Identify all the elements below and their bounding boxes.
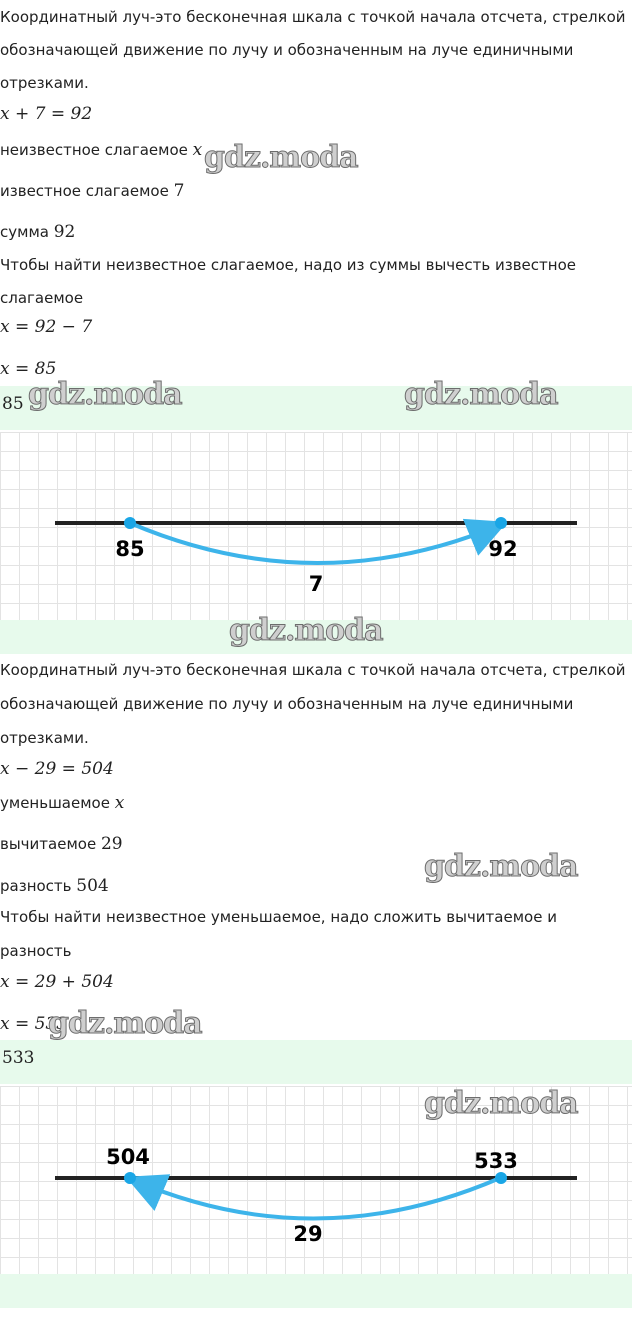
unknown-term-value: x — [192, 140, 203, 160]
point-right — [495, 517, 507, 529]
watermark-logo: gdz.moda — [404, 377, 558, 412]
watermark-logo: gdz.moda — [229, 613, 383, 648]
subtrahend-label: вычитаемое — [0, 835, 97, 853]
arc-label: 29 — [293, 1222, 323, 1246]
left-point-label: 85 — [115, 537, 145, 561]
known-term-line — [0, 181, 184, 201]
spacer-band — [0, 1274, 632, 1308]
unknown-term-line — [0, 140, 202, 160]
sum-value: 92 — [53, 222, 76, 242]
sum-label: сумма — [0, 223, 49, 241]
subtrahend-value: 29 — [100, 834, 123, 854]
unknown-term-label: неизвестное слагаемое — [0, 141, 188, 159]
rule-line: Чтобы найти неизвестное уменьшаемое, надо сложить вычитаемое и — [0, 908, 557, 926]
solution-step: x = 29 + 504 — [0, 972, 114, 992]
rule-line: разность — [0, 942, 72, 960]
difference-value: 504 — [76, 876, 109, 896]
minuend-value: x — [114, 793, 125, 813]
subtrahend-line — [0, 834, 123, 854]
rule-line: Чтобы найти неизвестное слагаемое, надо из суммы вычесть известное — [0, 256, 576, 274]
difference-line — [0, 876, 109, 896]
answer-value: 85 — [2, 394, 24, 414]
left-point-label: 504 — [106, 1145, 150, 1169]
number-line-figure — [0, 432, 632, 620]
right-point-label: 533 — [474, 1149, 518, 1173]
definition-line: Координатный луч-это бесконечная шкала с точкой начала отсчета, стрелкой — [0, 661, 626, 679]
number-line-svg — [0, 432, 632, 620]
known-term-label: известное слагаемое — [0, 182, 169, 200]
definition-line: обозначающей движение по лучу и обозначенным на луче единичными — [0, 41, 574, 59]
definition-line: Координатный луч-это бесконечная шкала с точкой начала отсчета, стрелкой — [0, 8, 626, 26]
rule-line: слагаемое — [0, 289, 84, 307]
watermark-logo: gdz.moda — [204, 140, 358, 175]
definition-line: отрезками. — [0, 729, 89, 747]
arc-label: 7 — [308, 572, 324, 596]
definition-line: отрезками. — [0, 74, 89, 92]
minuend-label: уменьшаемое — [0, 794, 110, 812]
equation: x − 29 = 504 — [0, 759, 114, 779]
point-right — [495, 1172, 507, 1184]
point-left — [124, 517, 136, 529]
definition-line: обозначающей движение по лучу и обозначенным на луче единичными — [0, 695, 574, 713]
point-left — [124, 1172, 136, 1184]
solution-step: x = 85 — [0, 359, 57, 379]
jump-arc — [133, 1178, 500, 1219]
watermark-logo: gdz.moda — [424, 1086, 578, 1121]
solution-step: x = 533 — [0, 1014, 68, 1034]
sum-line — [0, 222, 75, 242]
jump-arc — [130, 523, 500, 563]
minuend-line — [0, 793, 124, 813]
watermark-logo: gdz.moda — [48, 1006, 202, 1041]
solution-step: x = 92 − 7 — [0, 317, 93, 337]
answer-value: 533 — [2, 1048, 35, 1068]
known-term-value: 7 — [173, 181, 185, 201]
answer-band — [0, 1040, 632, 1084]
right-point-label: 92 — [488, 537, 518, 561]
equation: x + 7 = 92 — [0, 104, 93, 124]
watermark-logo: gdz.moda — [28, 377, 182, 412]
watermark-logo: gdz.moda — [424, 849, 578, 884]
difference-label: разность — [0, 877, 72, 895]
